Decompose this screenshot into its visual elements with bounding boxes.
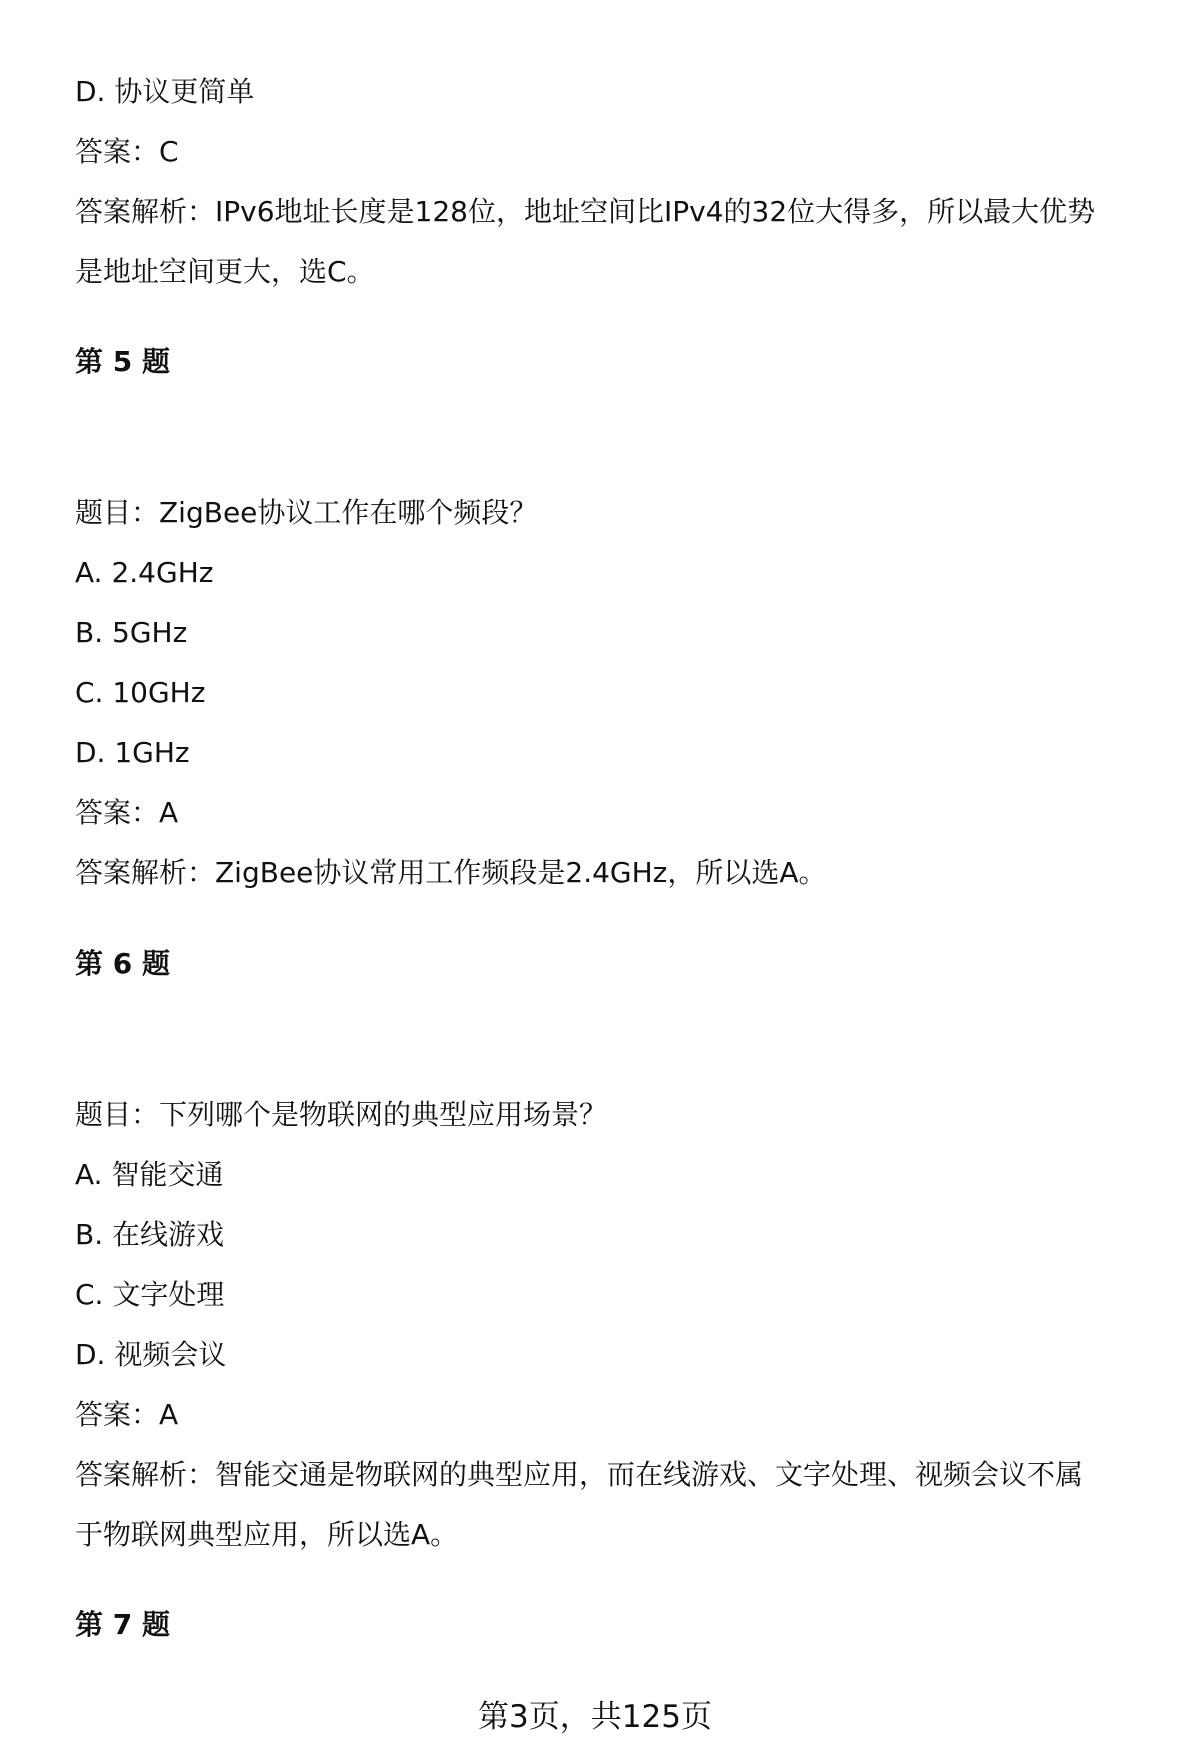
explanation-q4-line2: 是地址空间更大，选C。 bbox=[75, 255, 375, 288]
answer-q6: 答案：A bbox=[75, 1398, 179, 1431]
explanation-q6-line1: 答案解析：智能交通是物联网的典型应用，而在线游戏、文字处理、视频会议不属 bbox=[75, 1458, 1084, 1491]
option-d-q4: D. 协议更简单 bbox=[75, 75, 255, 108]
question-7-heading: 第 7 题 bbox=[75, 1608, 170, 1641]
question-6-text: 题目：下列哪个是物联网的典型应用场景？ bbox=[75, 1098, 608, 1131]
answer-q5: 答案：A bbox=[75, 796, 179, 829]
question-6-heading: 第 6 题 bbox=[75, 947, 170, 980]
answer-q4: 答案：C bbox=[75, 135, 179, 168]
question-5-heading: 第 5 题 bbox=[75, 345, 170, 378]
explanation-q4-line1: 答案解析：IPv6地址长度是128位，地址空间比IPv4的32位大得多，所以最大优势 bbox=[75, 195, 1096, 228]
explanation-q5: 答案解析：ZigBee协议常用工作频段是2.4GHz，所以选A。 bbox=[75, 856, 827, 889]
option-b-q6: B. 在线游戏 bbox=[75, 1218, 225, 1251]
option-b-q5: B. 5GHz bbox=[75, 616, 188, 649]
option-a-q5: A. 2.4GHz bbox=[75, 556, 214, 589]
question-5-text: 题目：ZigBee协议工作在哪个频段？ bbox=[75, 496, 538, 529]
option-a-q6: A. 智能交通 bbox=[75, 1158, 224, 1191]
page-number-footer: 第3页，共125页 bbox=[478, 1699, 712, 1735]
option-c-q5: C. 10GHz bbox=[75, 676, 206, 709]
explanation-q6-line2: 于物联网典型应用，所以选A。 bbox=[75, 1518, 459, 1551]
option-d-q5: D. 1GHz bbox=[75, 736, 190, 769]
option-d-q6: D. 视频会议 bbox=[75, 1338, 227, 1371]
option-c-q6: C. 文字处理 bbox=[75, 1278, 225, 1311]
